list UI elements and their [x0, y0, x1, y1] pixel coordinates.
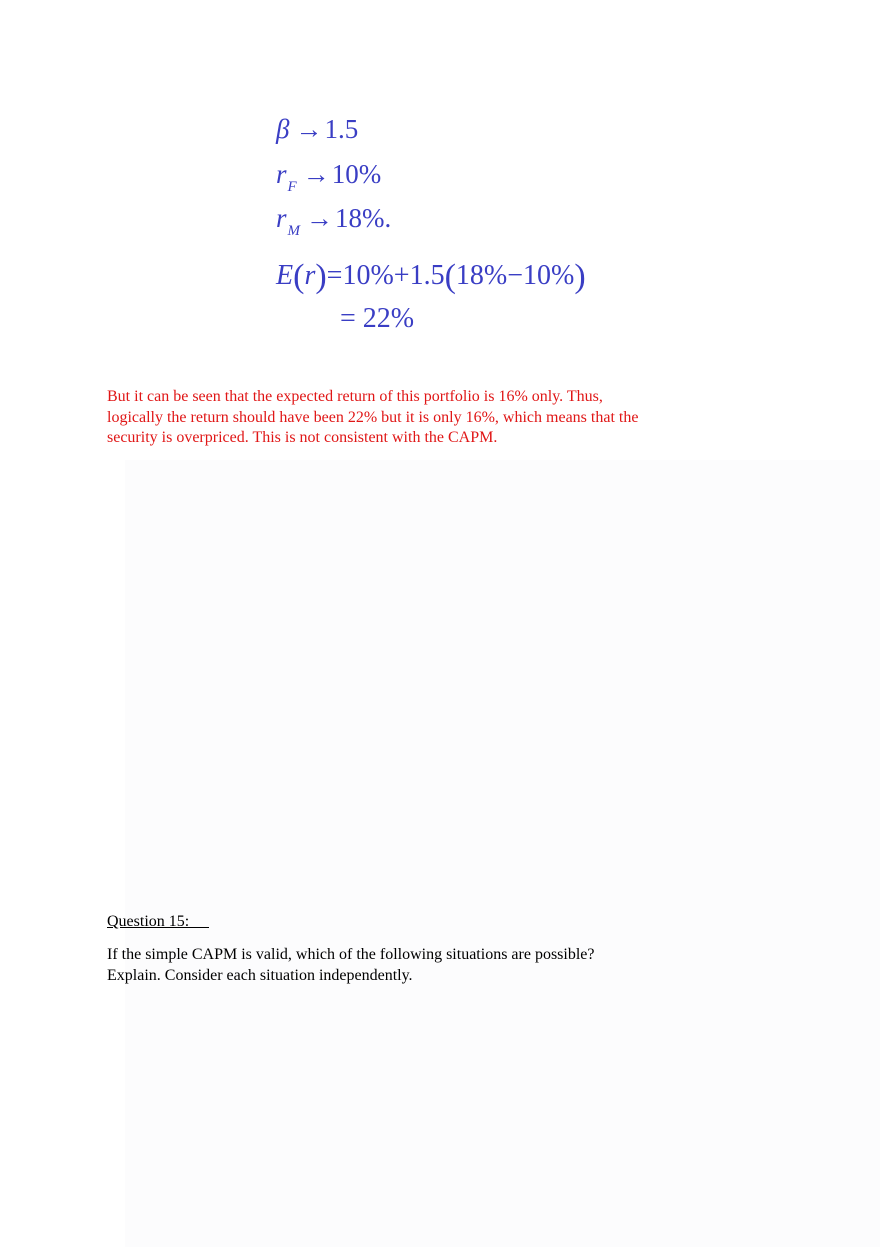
rm-symbol: r — [276, 203, 287, 233]
answer-note: But it can be seen that the expected return of this portfolio is 16% only. Thus, logically the return should have been 22% but it is only 16%, which means that the security is overpriced. This is not consistent with the CAPM. — [107, 388, 639, 446]
page-shading — [125, 460, 880, 1247]
arrow-icon: → — [306, 203, 334, 233]
beta-value: 1.5 — [324, 114, 359, 144]
expected-return-equation: E(r)=10%+1.5(18%−10%) — [276, 258, 586, 295]
risk-free-given — [276, 159, 381, 202]
question-label-underline — [189, 911, 209, 928]
rm-value: 18%. — [335, 203, 392, 233]
question-label-text: Question 15: — [107, 913, 190, 930]
beta-symbol: β — [276, 114, 290, 144]
rf-subscript: F — [287, 179, 297, 195]
beta-given — [276, 114, 358, 144]
expected-variable: r — [304, 260, 316, 291]
expected-symbol: E — [276, 260, 294, 291]
rf-symbol: r — [276, 159, 287, 189]
rm-subscript: M — [287, 223, 301, 239]
question-label — [107, 911, 209, 932]
expected-inner: 18%−10% — [455, 260, 575, 291]
expected-return-result: = 22% — [340, 303, 415, 334]
arrow-icon: → — [302, 159, 330, 189]
rf-value: 10% — [331, 159, 382, 189]
question-text: If the simple CAPM is valid, which of the following situations are possible? Explain. Consider each situation independently. — [107, 946, 595, 984]
market-return-given — [276, 203, 391, 246]
expected-rhs: =10%+1.5 — [326, 260, 445, 291]
arrow-icon: → — [295, 114, 323, 144]
capm-formula-block — [276, 112, 636, 342]
